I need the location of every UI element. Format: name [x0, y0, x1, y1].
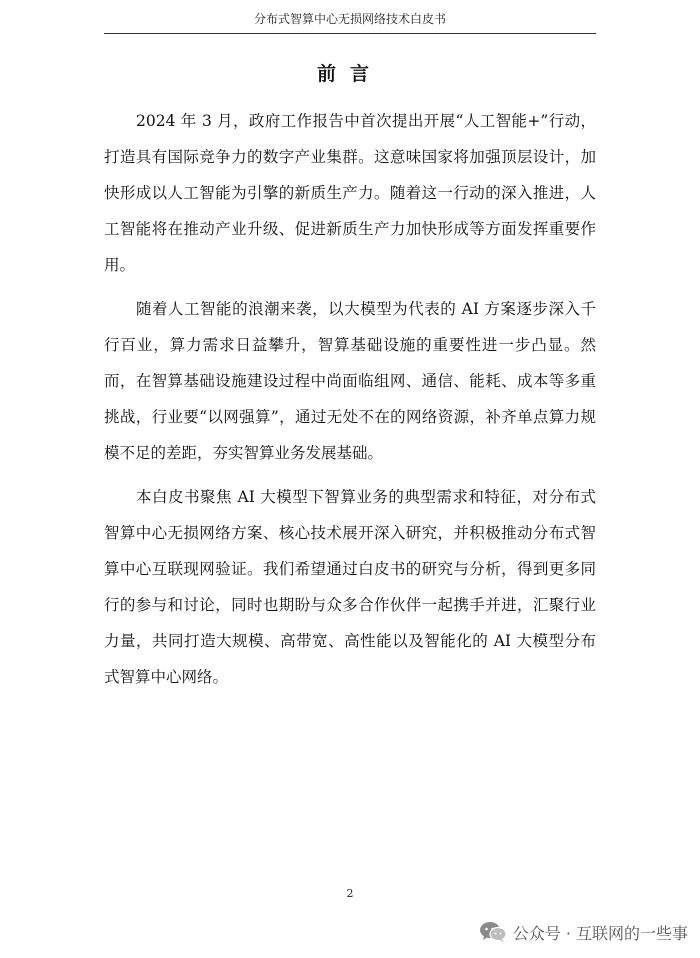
paragraph-3: 本白皮书聚焦 AI 大模型下智算业务的典型需求和特征，对分布式智算中心无损网络方案、核心技术展开深入研究，并积极推动分布式智算中心互联现网验证。我们希望通过白皮书的研究与分析，得到更多同行的参与和讨论，同时也期盼与众多合作伙伴一起携手并进，汇聚行业力量，共同打造大规模、高带宽、高性能以及智能化的 AI 大模型分布式智算中心网络。 [104, 488, 596, 686]
paragraph-2: 随着人工智能的浪潮来袭，以大模型为代表的 AI 方案逐步深入千行百业，算力需求日益攀升，智算基础设施的重要性进一步凸显。然而，在智算基础设施建设过程中尚面临组网、通信、能耗、成本等多重挑战，行业要“以网强算”，通过无处不在的网络资源，补齐单点算力规模不足的差距，夯实智算业务发展基础。 [104, 300, 596, 462]
wechat-icon [479, 921, 507, 943]
preface-body [104, 103, 596, 703]
header-divider [104, 33, 596, 34]
running-header: 分布式智算中心无损网络技术白皮书 [253, 12, 446, 26]
wechat-watermark [479, 919, 688, 945]
page-number: 2 [346, 887, 354, 900]
page-title: 前言 [316, 63, 383, 85]
watermark-text: 公众号 · 互联网的一些事 [512, 923, 688, 943]
paragraph-1: 2024 年 3 月，政府工作报告中首次提出开展“人工智能+”行动，打造具有国际竞争力的数字产业集群。这意味国家将加强顶层设计，加快形成以人工智能为引擎的新质生产力。随着这一行动的深入推进，人工智能将在推动产业升级、促进新质生产力加快形成等方面发挥重要作用。 [104, 112, 596, 274]
